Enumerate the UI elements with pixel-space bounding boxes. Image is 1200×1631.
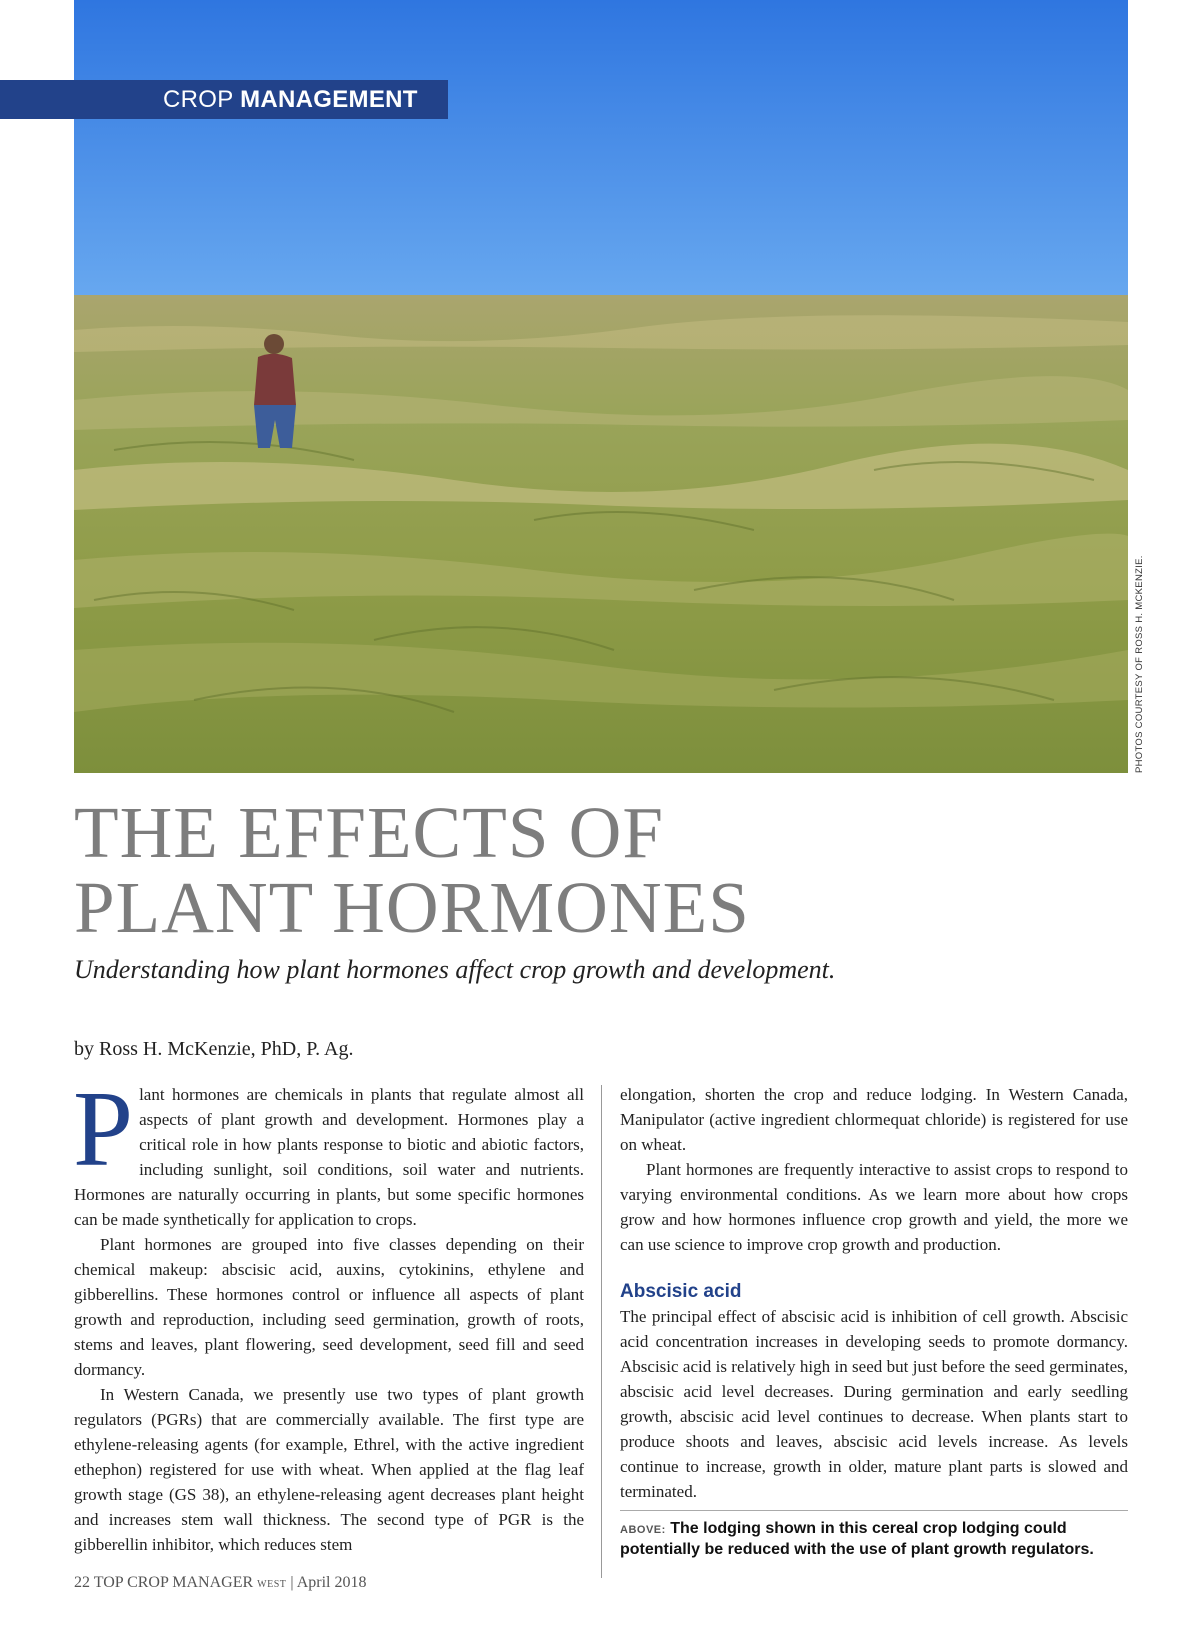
magazine-name: TOP CROP MANAGER [93,1574,254,1591]
deck-subtitle: Understanding how plant hormones affect crop growth and development. [74,955,836,984]
photo-credit: PHOTOS COURTESY OF ROSS H. MCKENZIE. [1134,555,1145,773]
body-paragraph: elongation, shorten the crop and reduce lodging. In Western Canada, Manipulator (active ingredient chlormequat chloride) is registered for use on wheat. [620,1085,1128,1154]
body-column-left [73,1070,584,1557]
magazine-edition: WEST [257,1579,287,1590]
headline [74,792,1074,948]
body-paragraph: In Western Canada, we presently use two types of plant growth regulators (PGRs) that are commercially available. The first type are ethylene-releasing agents (for example, Ethrel, with the active ingredient ethephon) registered for use with wheat. When applied at the flag leaf growth stage (GS 38), an ethylene-releasing agent decreases plant height and increases stem wall thickness. The second type of PGR is the gibberellin inhibitor, which reduces stem [74,1385,584,1554]
column-divider [601,1085,602,1578]
section-label-light: CROP [163,86,234,113]
caption-label: ABOVE: [620,1524,666,1536]
headline-line-1: THE EFFECTS OF [74,792,664,873]
caption-rule [620,1510,1128,1511]
page-footer [74,1574,366,1592]
body-paragraph: Plant hormones are frequently interactive to assist crops to respond to varying environmental conditions. As we learn more about how crops grow and how hormones influence crop growth and yield, the more we can use science to improve crop growth and production. [620,1160,1128,1254]
body-paragraph: The principal effect of abscisic acid is inhibition of cell growth. Abscisic acid concentration increases in developing seeds to promote dormancy. Abscisic acid is relatively high in seed but just before the seed germinates, abscisic acid level decreases. During germination and early seedling growth, abscisic acid level continues to decrease. When plants start to produce shoots and leaves, abscisic acid levels increase. As levels continue to increase, growth in older, mature plant parts is slowed and terminated. [620,1307,1128,1501]
photo-caption [620,1519,1128,1560]
body-paragraph [73,1070,584,1232]
page-number: 22 [74,1574,90,1591]
section-label-bold: MANAGEMENT [240,86,418,113]
dropcap: P [73,1070,134,1189]
paragraph-text: lant hormones are chemicals in plants that regulate almost all aspects of plant growth and development. Hormones play a critical role in how plants response to biotic and abiotic factors, including sunlight, soil conditions, soil water and nutrients. Hormones are naturally occurring in plants, but some specific hormones can be made synthetically for application to crops. [74,1085,584,1229]
caption-text: The lodging shown in this cereal crop lodging could potentially be reduced with the use of plant growth regulators. [620,1520,1094,1558]
subhead-abscisic-acid: Abscisic acid [620,1281,742,1302]
footer-separator: | [290,1574,294,1591]
section-banner [0,80,448,119]
byline: by Ross H. McKenzie, PhD, P. Ag. [74,1038,354,1060]
issue-date: April 2018 [296,1574,367,1591]
headline-line-2: PLANT HORMONES [74,867,750,948]
body-column-right [620,1082,1128,1504]
body-paragraph: Plant hormones are grouped into five classes depending on their chemical makeup: abscisic acid, auxins, cytokinins, ethylene and gibberellins. These hormones control or influence all aspects of plant growth and reproduction, including seed germination, growth of roots, stems and leaves, plant flowering, seed development, seed fill and seed dormancy. [74,1235,584,1379]
